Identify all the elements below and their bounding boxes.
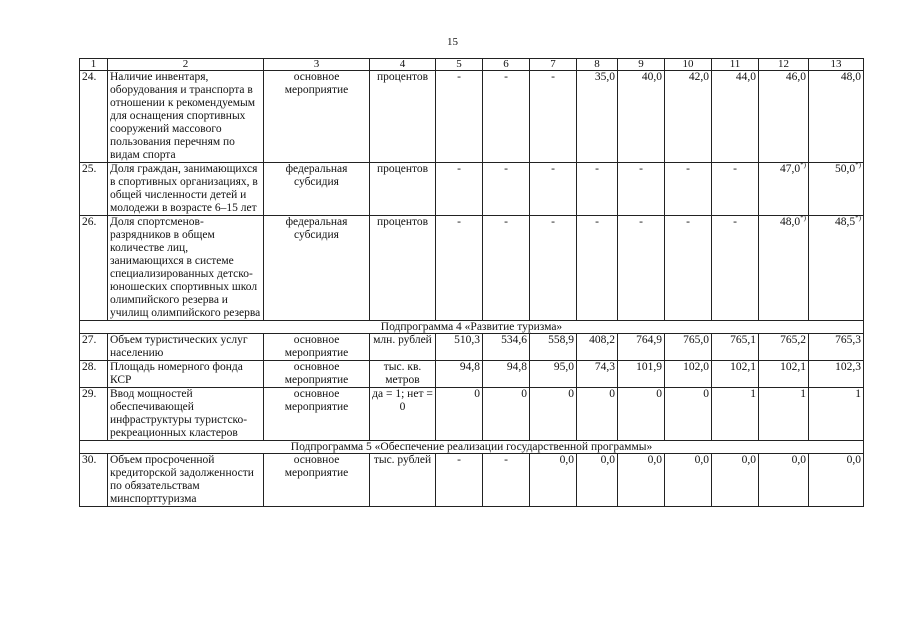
column-header: 13 xyxy=(809,59,864,71)
value-cell xyxy=(665,71,712,163)
value-text: 764,9 xyxy=(636,334,662,346)
value-cell xyxy=(483,71,530,163)
value-cell xyxy=(712,216,759,321)
value-text: - xyxy=(595,216,599,228)
value-text: - xyxy=(551,163,555,175)
column-header: 4 xyxy=(370,59,436,71)
value-cell xyxy=(436,334,483,361)
value-cell xyxy=(665,334,712,361)
value-text: 0 xyxy=(609,388,615,400)
column-header: 11 xyxy=(712,59,759,71)
value-cell xyxy=(577,361,618,388)
value-text: 0,0 xyxy=(741,454,756,466)
indicators-table xyxy=(79,58,864,507)
value-text: 44,0 xyxy=(735,71,756,83)
value-cell xyxy=(809,216,864,321)
value-text: 50,0 xyxy=(835,163,856,175)
value-text: 0 xyxy=(474,388,480,400)
column-header: 6 xyxy=(483,59,530,71)
value-text: - xyxy=(595,163,599,175)
value-cell xyxy=(759,163,809,216)
table-row xyxy=(80,454,864,507)
value-cell xyxy=(759,216,809,321)
table-row xyxy=(80,71,864,163)
value-cell xyxy=(712,454,759,507)
indicator-name: Площадь номерного фонда КСР xyxy=(108,361,264,388)
column-header: 1 xyxy=(80,59,108,71)
value-text: 102,1 xyxy=(780,361,806,373)
value-text: 94,8 xyxy=(459,361,480,373)
value-text: - xyxy=(551,71,555,83)
value-cell xyxy=(436,163,483,216)
value-text: 102,0 xyxy=(683,361,709,373)
value-cell xyxy=(530,388,577,441)
footnote-mark: *) xyxy=(855,161,861,170)
value-text: 0 xyxy=(656,388,662,400)
value-cell xyxy=(759,361,809,388)
value-text: 408,2 xyxy=(589,334,615,346)
value-cell xyxy=(665,454,712,507)
value-cell xyxy=(809,163,864,216)
value-text: - xyxy=(504,454,508,466)
value-text: - xyxy=(686,216,690,228)
value-text: 40,0 xyxy=(641,71,662,83)
value-text: - xyxy=(686,163,690,175)
value-text: 558,9 xyxy=(548,334,574,346)
value-cell xyxy=(577,454,618,507)
value-cell xyxy=(436,361,483,388)
value-cell xyxy=(436,388,483,441)
row-number: 24. xyxy=(80,71,108,163)
value-cell xyxy=(618,454,665,507)
value-cell xyxy=(759,454,809,507)
subprogram-title: Подпрограмма 5 «Обеспечение реализации государственной программы» xyxy=(80,441,864,454)
value-cell xyxy=(530,334,577,361)
indicator-name: Объем просроченной кредиторской задолженности по обязательствам минспорттуризма xyxy=(108,454,264,507)
value-text: - xyxy=(504,163,508,175)
value-text: 95,0 xyxy=(553,361,574,373)
unit-of-measure: процентов xyxy=(370,71,436,163)
value-cell xyxy=(618,216,665,321)
value-text: 42,0 xyxy=(688,71,709,83)
row-number: 25. xyxy=(80,163,108,216)
column-header: 8 xyxy=(577,59,618,71)
unit-of-measure: тыс. кв. метров xyxy=(370,361,436,388)
value-text: 0 xyxy=(703,388,709,400)
value-text: 0,0 xyxy=(694,454,709,466)
value-text: 48,0 xyxy=(780,216,801,228)
value-text: 94,8 xyxy=(506,361,527,373)
value-text: - xyxy=(639,163,643,175)
page-number: 15 xyxy=(447,36,458,48)
value-text: 0 xyxy=(521,388,527,400)
value-cell xyxy=(712,388,759,441)
value-text: - xyxy=(457,163,461,175)
footnote-mark: *) xyxy=(855,214,861,223)
indicator-source: федеральная субсидия xyxy=(264,163,370,216)
value-cell xyxy=(712,71,759,163)
table-row xyxy=(80,388,864,441)
footnote-mark: *) xyxy=(800,161,806,170)
value-text: 765,1 xyxy=(730,334,756,346)
value-text: 765,0 xyxy=(683,334,709,346)
row-number: 26. xyxy=(80,216,108,321)
subprogram-title: Подпрограмма 4 «Развитие туризма» xyxy=(80,321,864,334)
value-text: 35,0 xyxy=(594,71,615,83)
row-number: 27. xyxy=(80,334,108,361)
value-cell xyxy=(436,216,483,321)
value-cell xyxy=(759,334,809,361)
table-row xyxy=(80,334,864,361)
subprogram-header-row xyxy=(80,441,864,454)
row-number: 29. xyxy=(80,388,108,441)
value-text: 74,3 xyxy=(594,361,615,373)
value-text: - xyxy=(551,216,555,228)
value-cell xyxy=(530,361,577,388)
value-cell xyxy=(483,388,530,441)
column-header: 10 xyxy=(665,59,712,71)
column-header: 2 xyxy=(108,59,264,71)
value-text: - xyxy=(457,216,461,228)
indicator-name: Наличие инвентаря, оборудования и транспорта в отношении к рекомендуемым для оснащения спортивных сооружений массового пользования перечням по видам спорта xyxy=(108,71,264,163)
value-cell xyxy=(618,388,665,441)
value-cell xyxy=(665,388,712,441)
footnote-mark: *) xyxy=(800,214,806,223)
value-text: 0 xyxy=(568,388,574,400)
value-cell xyxy=(577,216,618,321)
value-text: 0,0 xyxy=(846,454,861,466)
value-cell xyxy=(483,163,530,216)
value-text: 46,0 xyxy=(785,71,806,83)
value-cell xyxy=(483,361,530,388)
value-text: 102,1 xyxy=(730,361,756,373)
value-cell xyxy=(577,334,618,361)
column-header: 7 xyxy=(530,59,577,71)
value-cell xyxy=(483,334,530,361)
value-cell xyxy=(712,361,759,388)
value-cell xyxy=(759,71,809,163)
value-text: 1 xyxy=(750,388,756,400)
indicator-name: Доля спортсменов-разрядников в общем количестве лиц, занимающихся в системе специализированных детско-юношеских спортивных школ олимпийского резерва и училищ олимпийского резерва xyxy=(108,216,264,321)
column-header: 9 xyxy=(618,59,665,71)
value-cell xyxy=(809,71,864,163)
header-row xyxy=(80,59,864,71)
value-text: 0,0 xyxy=(600,454,615,466)
value-cell xyxy=(577,388,618,441)
value-cell xyxy=(577,71,618,163)
unit-of-measure: процентов xyxy=(370,216,436,321)
value-cell xyxy=(577,163,618,216)
indicator-name: Доля граждан, занимающихся в спортивных организациях, в общей численности детей и молодежи в возрасте 6–15 лет xyxy=(108,163,264,216)
value-cell xyxy=(809,388,864,441)
value-text: - xyxy=(733,216,737,228)
value-cell xyxy=(759,388,809,441)
indicator-source: основное мероприятие xyxy=(264,361,370,388)
indicator-name: Объем туристических услуг населению xyxy=(108,334,264,361)
indicator-source: основное мероприятие xyxy=(264,334,370,361)
column-header: 3 xyxy=(264,59,370,71)
value-cell xyxy=(618,361,665,388)
value-text: 48,0 xyxy=(840,71,861,83)
indicator-source: основное мероприятие xyxy=(264,388,370,441)
indicator-name: Ввод мощностей обеспечивающей инфраструктуры туристско-рекреационных кластеров xyxy=(108,388,264,441)
value-text: 47,0 xyxy=(780,163,801,175)
value-text: 534,6 xyxy=(501,334,527,346)
row-number: 28. xyxy=(80,361,108,388)
value-text: - xyxy=(639,216,643,228)
value-cell xyxy=(618,71,665,163)
value-cell xyxy=(618,334,665,361)
table-row xyxy=(80,216,864,321)
value-cell xyxy=(530,216,577,321)
table-row xyxy=(80,163,864,216)
unit-of-measure: млн. рублей xyxy=(370,334,436,361)
value-text: 510,3 xyxy=(454,334,480,346)
value-cell xyxy=(712,334,759,361)
value-text: 1 xyxy=(800,388,806,400)
value-cell xyxy=(483,454,530,507)
value-cell xyxy=(712,163,759,216)
indicator-source: основное мероприятие xyxy=(264,454,370,507)
value-text: - xyxy=(504,216,508,228)
column-header: 5 xyxy=(436,59,483,71)
value-cell xyxy=(809,361,864,388)
row-number: 30. xyxy=(80,454,108,507)
value-text: 102,3 xyxy=(835,361,861,373)
table-row xyxy=(80,361,864,388)
value-text: 765,2 xyxy=(780,334,806,346)
value-cell xyxy=(530,163,577,216)
unit-of-measure: тыс. рублей xyxy=(370,454,436,507)
value-cell xyxy=(530,71,577,163)
unit-of-measure: процентов xyxy=(370,163,436,216)
value-text: 101,9 xyxy=(636,361,662,373)
value-cell xyxy=(665,361,712,388)
value-text: 0,0 xyxy=(647,454,662,466)
value-text: 1 xyxy=(855,388,861,400)
indicator-source: федеральная субсидия xyxy=(264,216,370,321)
value-cell xyxy=(618,163,665,216)
value-text: 0,0 xyxy=(791,454,806,466)
indicator-source: основное мероприятие xyxy=(264,71,370,163)
value-text: 48,5 xyxy=(835,216,856,228)
value-text: - xyxy=(504,71,508,83)
value-cell xyxy=(809,334,864,361)
value-text: - xyxy=(733,163,737,175)
column-header: 12 xyxy=(759,59,809,71)
value-cell xyxy=(665,163,712,216)
unit-of-measure: да = 1; нет = 0 xyxy=(370,388,436,441)
value-text: 765,3 xyxy=(835,334,861,346)
value-text: - xyxy=(457,454,461,466)
value-text: - xyxy=(457,71,461,83)
value-cell xyxy=(483,216,530,321)
subprogram-header-row xyxy=(80,321,864,334)
value-cell xyxy=(436,71,483,163)
value-cell xyxy=(436,454,483,507)
value-cell xyxy=(665,216,712,321)
value-cell xyxy=(530,454,577,507)
value-cell xyxy=(809,454,864,507)
value-text: 0,0 xyxy=(559,454,574,466)
